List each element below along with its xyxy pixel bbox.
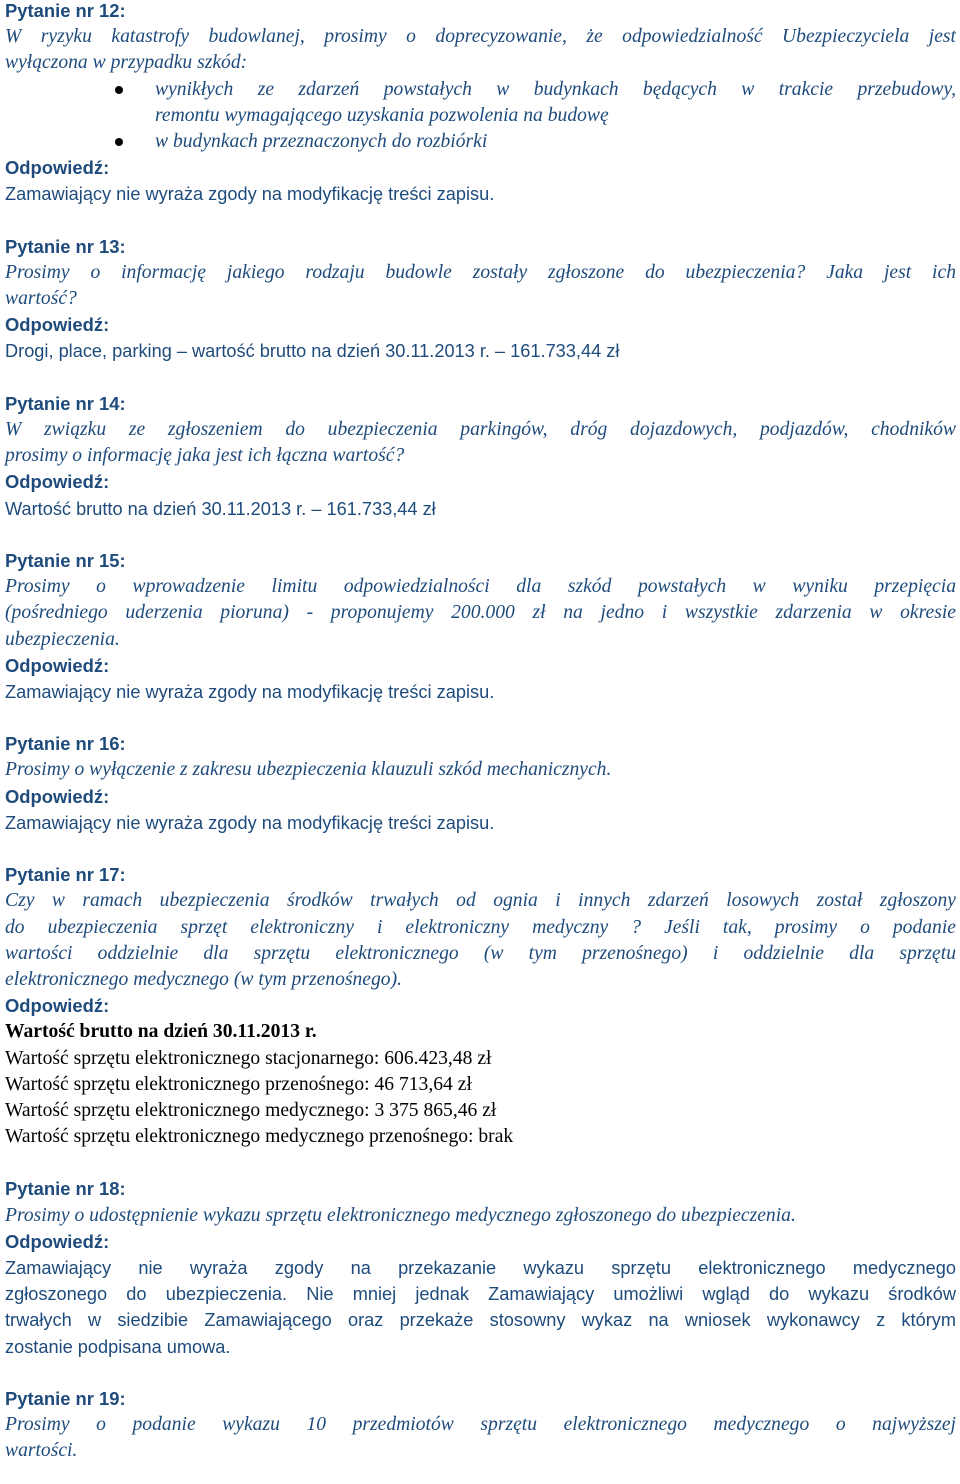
question-title: Pytanie nr 14: [5, 392, 126, 414]
question-text-line: do ubezpieczenia sprzęt elektroniczny i elektroniczny medyczny ? Jeśli tak, prosimy o podanie [5, 916, 956, 938]
answer-text-line: Zamawiający nie wyraża zgody na modyfikację treści zapisu. [5, 184, 495, 205]
question-13 [5, 234, 956, 365]
answer-label: Odpowiedź: [5, 1230, 110, 1252]
answer-text-line: Wartość sprzętu elektronicznego medycznego: 3 375 865,46 zł [5, 1099, 497, 1121]
question-title: Pytanie nr 18: [5, 1178, 126, 1200]
question-text-line: elektronicznego medycznego (w tym przenośnego). [5, 968, 403, 990]
question-18 [5, 1176, 956, 1359]
question-text-line: Prosimy o wprowadzenie limitu odpowiedzialności dla szkód powstałych w wyniku przepięcia [5, 576, 956, 598]
question-text-line: prosimy o informację jaka jest ich łączna wartość? [5, 445, 405, 467]
question-text-line: wyłączona w przypadku szkód: [5, 52, 248, 74]
bullet-icon [115, 138, 123, 146]
question-text-line: Prosimy o informację jakiego rodzaju budowle zostały zgłoszone do ubezpieczenia? Jaka jest ich [5, 261, 956, 283]
answer-text-line: Zamawiający nie wyraża zgody na modyfikację treści zapisu. [5, 812, 495, 833]
spacer [5, 705, 956, 731]
question-title: Pytanie nr 19: [5, 1387, 126, 1409]
bullet-text: w budynkach przeznaczonych do rozbiórki [155, 130, 488, 152]
question-text-line: Czy w ramach ubezpieczenia środków trwałych od ognia i innych zdarzeń losowych został zgłoszony [5, 890, 956, 912]
question-title: Pytanie nr 17: [5, 864, 126, 886]
answer-text-line: Zamawiający nie wyraża zgody na przekazanie wykazu sprzętu elektronicznego medycznego [5, 1258, 956, 1278]
answer-label: Odpowiedź: [5, 314, 110, 336]
answer-text-line: Wartość brutto na dzień 30.11.2013 r. – 161.733,44 zł [5, 498, 436, 519]
question-text-line: W związku ze zgłoszeniem do ubezpieczenia parkingów, dróg dojazdowych, podjazdów, chodników [5, 419, 956, 440]
answer-label: Odpowiedź: [5, 785, 110, 807]
question-text-line: Prosimy o udostępnienie wykazu sprzętu elektronicznego medycznego zgłoszonego do ubezpieczenia. [5, 1204, 796, 1226]
question-text-line: (pośredniego uderzenia pioruna) - proponujemy 200.000 zł na jedno i wszystkie zdarzenia w okresie [5, 602, 956, 624]
answer-text-line: Wartość sprzętu elektronicznego przenośnego: 46 713,64 zł [5, 1073, 472, 1095]
answer-text-line: Drogi, place, parking – wartość brutto na dzień 30.11.2013 r. – 161.733,44 zł [5, 341, 620, 362]
question-14 [5, 391, 956, 522]
question-text-line: Prosimy o podanie wykazu 10 przedmiotów sprzętu elektronicznego medycznego o najwyższej [5, 1414, 956, 1436]
question-title: Pytanie nr 16: [5, 733, 126, 755]
answer-label: Odpowiedź: [5, 157, 110, 179]
answer-text-line: trwałych w siedzibie Zamawiającego oraz przekaże stosowny wykaz na wniosek wykonawcy z którym [5, 1310, 956, 1331]
question-17 [5, 862, 956, 1150]
answer-text-line: Wartość sprzętu elektronicznego stacjonarnego: 606.423,48 zł [5, 1047, 492, 1069]
answer-label: Odpowiedź: [5, 471, 110, 493]
question-text-line: W ryzyku katastrofy budowlanej, prosimy o doprecyzowanie, że odpowiedzialność Ubezpieczyciela jest [5, 26, 956, 48]
document-page [5, 0, 956, 1465]
question-title: Pytanie nr 15: [5, 549, 126, 571]
answer-text-line: Wartość sprzętu elektronicznego medycznego przenośnego: brak [5, 1126, 514, 1148]
bullet-item [5, 77, 956, 103]
spacer [5, 836, 956, 862]
spacer [5, 1150, 956, 1176]
question-text-line: wartość? [5, 288, 77, 310]
spacer [5, 208, 956, 234]
answer-label: Odpowiedź: [5, 654, 110, 676]
answer-heading: Wartość brutto na dzień 30.11.2013 r. [5, 1021, 317, 1043]
answer-text-line: zostanie podpisana umowa. [5, 1336, 231, 1357]
bullet-icon [115, 86, 123, 94]
question-text-line: ubezpieczenia. [5, 628, 120, 650]
bullet-text: wynikłych ze zdarzeń powstałych w budynkach będących w trakcie przebudowy, [155, 78, 956, 100]
question-text-line: wartości oddzielnie dla sprzętu elektronicznego (w tym przenośnego) i oddzielnie dla sprzętu [5, 942, 956, 964]
question-text-line: Prosimy o wyłączenie z zakresu ubezpieczenia klauzuli szkód mechanicznych. [5, 759, 612, 781]
question-19 [5, 1386, 956, 1465]
question-text-line: wartości. [5, 1440, 78, 1462]
question-15 [5, 548, 956, 705]
bullet-item [5, 129, 956, 155]
answer-label: Odpowiedź: [5, 995, 110, 1017]
answer-text-line: zgłoszonego do ubezpieczenia. Nie mniej jednak Zamawiający umożliwi wgląd do wykazu środków [5, 1284, 956, 1305]
question-title: Pytanie nr 13: [5, 235, 126, 257]
question-title: Pytanie nr 12: [5, 0, 126, 21]
spacer [5, 365, 956, 391]
spacer [5, 522, 956, 548]
question-12 [5, 0, 956, 208]
spacer [5, 1360, 956, 1386]
question-16 [5, 731, 956, 836]
answer-text-line: Zamawiający nie wyraża zgody na modyfikację treści zapisu. [5, 681, 495, 702]
bullet-text-line: remontu wymagającego uzyskania pozwolenia na budowę [155, 104, 609, 126]
